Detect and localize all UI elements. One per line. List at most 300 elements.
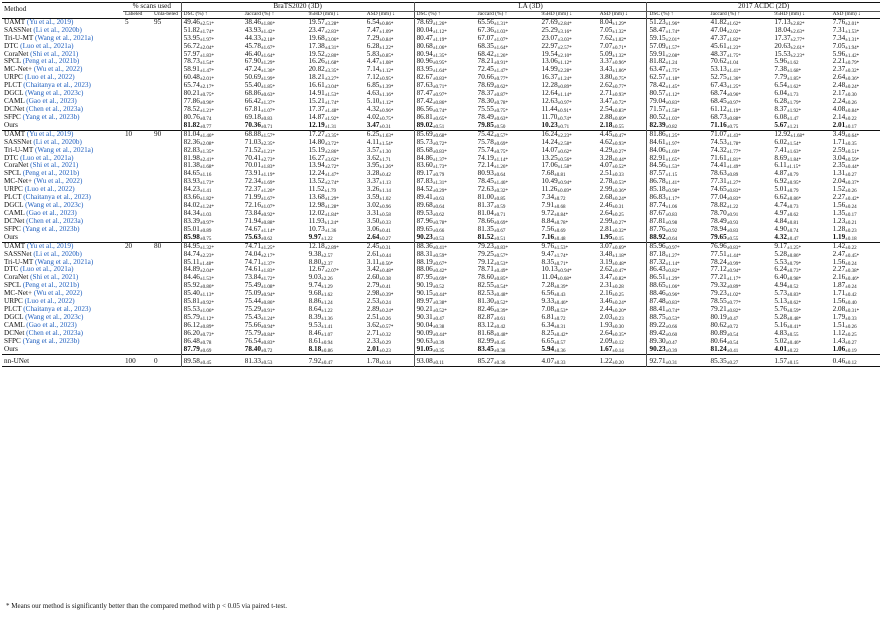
metric-cell: 8.84±0.78*	[541, 216, 569, 226]
metric-cell: 45.61±1.23*	[710, 41, 741, 51]
metric-cell: 27.69±2.84*	[541, 17, 572, 27]
metric-cell: 90.04±0.38	[414, 322, 476, 330]
table-row	[2, 338, 880, 346]
citation-link[interactable]: (Yang et al., 2023b)	[22, 336, 80, 345]
metric-cell: 4.90±0.74	[774, 224, 799, 234]
metric-cell: 53.95±1.97*	[181, 35, 243, 43]
table-row	[2, 210, 880, 218]
metric-cell: 3.95±1.26*	[366, 161, 394, 171]
citation-link[interactable]: (Li et al., 2020b)	[33, 137, 82, 146]
citation-link[interactable]: (Yu et al., 2019)	[26, 241, 74, 250]
citation-link[interactable]: (Wu et al., 2022)	[33, 177, 83, 186]
metric-cell: 75.29±0.91*	[244, 305, 275, 315]
metric-cell: 5.94±0.36	[541, 344, 566, 354]
method-cell: CoraNet (Shi et al., 2021)	[4, 273, 79, 282]
metric-cell: 61.12±1.19*	[710, 105, 741, 114]
metric-cell: 2.48±0.24*	[832, 81, 860, 91]
metric-cell: 68.45±0.97*	[710, 97, 741, 107]
metric-cell: 17.37±1.48*	[308, 105, 339, 114]
metric-cell: 6.56±0.43	[541, 289, 566, 299]
metric-cell: 86.20±0.73*	[181, 330, 243, 338]
metric-cell: 89.53±0.62	[414, 210, 476, 218]
metric-cell: 81.30±0.52*	[477, 297, 508, 307]
metric-cell: 5.28±0.48*	[774, 312, 801, 322]
metric-cell: 3.59±1.02	[366, 193, 391, 203]
metric-cell: 70.41±2.73*	[244, 153, 275, 163]
metric-header: DSC (%) ↑	[181, 11, 243, 18]
citation-link[interactable]: (Peng et al., 2021b)	[22, 169, 80, 178]
metric-cell: 3.02±0.96	[366, 201, 391, 211]
metric-cell: 3.19±0.48*	[599, 257, 627, 267]
method-cell: DCNet (Chen et al., 2023a)	[4, 216, 84, 225]
metric-cell: 82.83±1.35*	[181, 147, 243, 155]
metric-cell: 85.81±0.92*	[181, 298, 243, 306]
metric-cell: 6.54±0.86*	[366, 17, 394, 27]
table-row	[2, 242, 880, 250]
metric-cell: 9.03±2.26	[308, 273, 333, 283]
metric-cell: 5.83±0.85*	[366, 49, 394, 59]
metric-cell: 83.12±0.42	[477, 320, 506, 330]
metric-cell: 67.43±1.25*	[710, 81, 741, 91]
metric-cell: 19.68±3.06*	[308, 33, 339, 43]
labeled-cell	[123, 274, 152, 282]
metric-cell: 73.84±1.72*	[244, 273, 275, 283]
unlabeled-cell	[152, 122, 181, 130]
metric-cell: 72.16±1.07*	[244, 201, 275, 211]
metric-cell: 83.45±0.38	[477, 344, 506, 354]
metric-cell: 2.37±0.32*	[832, 65, 860, 75]
metric-cell: 87.63±0.71*	[414, 82, 476, 90]
table-row	[2, 298, 880, 306]
metric-cell: 87.83±1.31*	[414, 178, 476, 186]
metric-cell: 7.79±1.85*	[774, 73, 801, 83]
method-cell: SASSNet (Li et al., 2020b)	[4, 249, 82, 258]
metric-cell: 9.76±1.53*	[541, 241, 569, 251]
table-row	[2, 90, 880, 98]
method-cell: SASSNet (Li et al., 2020b)	[4, 25, 82, 34]
citation-link[interactable]: (Chaitanya et al., 2023)	[23, 193, 91, 202]
table-row	[2, 58, 880, 66]
metric-cell: 8.46±1.07	[308, 328, 333, 338]
metric-cell: 86.12±0.89*	[181, 322, 243, 330]
citation-link[interactable]: (Wang et al., 2023c)	[25, 89, 84, 98]
method-cell: DTC (Luo et al., 2021a)	[4, 265, 74, 274]
labeled-cell	[123, 282, 152, 290]
metric-cell: 58.91±1.47*	[181, 66, 243, 74]
metric-cell: 74.32±1.77*	[710, 145, 741, 155]
labeled-cell	[123, 170, 152, 178]
results-body	[2, 18, 880, 366]
metric-cell: 6.11±1.15*	[774, 161, 801, 171]
metric-cell: 2.98±0.39*	[366, 289, 394, 299]
metric-cell: 44.33±2.18*	[244, 33, 275, 43]
metric-cell: 43.93±1.42*	[244, 25, 275, 35]
metric-cell: 81.37±0.59	[477, 201, 506, 211]
unlabeled-cell	[152, 98, 181, 106]
table-row	[2, 346, 880, 354]
method-cell: PLCT (Chaitanya et al., 2023)	[4, 81, 91, 90]
metric-cell: 9.33±0.46*	[541, 297, 569, 307]
citation-link[interactable]: (Shi et al., 2021)	[30, 161, 79, 170]
metric-cell: 80.68±1.06*	[414, 43, 476, 51]
table-row	[2, 43, 880, 51]
table-row	[2, 306, 880, 314]
metric-cell: 3.37±0.96*	[599, 57, 627, 67]
citation-link[interactable]: (Luo et al., 2021a)	[20, 265, 74, 274]
metric-cell: 90.09±0.44*	[414, 330, 476, 338]
citation-link[interactable]: (Yang et al., 2023b)	[22, 224, 80, 233]
metric-cell: 83.39±0.97*	[181, 218, 243, 226]
citation-link[interactable]: (Shi et al., 2021)	[30, 273, 79, 282]
metric-header: 95HD (mm) ↓	[774, 10, 805, 17]
metric-cell: 8.18±0.86	[308, 344, 333, 354]
citation-link[interactable]: (Gao et al., 2023)	[26, 97, 77, 106]
metric-cell: 14.80±3.72*	[308, 137, 339, 147]
citation-link[interactable]: (Peng et al., 2021b)	[22, 57, 80, 66]
scans-used-header: % scans used	[123, 3, 181, 12]
citation-link[interactable]: (Yu et al., 2019)	[26, 17, 74, 26]
metric-cell: 82.36±2.08*	[181, 139, 243, 147]
unlabeled-cell	[152, 58, 181, 66]
metric-cell: 3.47±0.82*	[599, 273, 627, 283]
metric-cell: 83.66±1.82*	[181, 194, 243, 202]
metric-cell: 0.46±0.12	[832, 356, 857, 366]
metric-cell: 80.89±0.54	[710, 328, 739, 338]
citation-link[interactable]: (Luo et al., 2021a)	[20, 153, 74, 162]
metric-cell: 8.86±1.24	[308, 297, 333, 307]
citation-link[interactable]: (Chen et al., 2023a)	[26, 328, 84, 337]
metric-cell: 2.18±0.55	[599, 120, 624, 130]
metric-cell: 57.09±1.57*	[647, 43, 709, 51]
unlabeled-cell	[152, 251, 181, 259]
metric-cell: 53.13±1.41*	[710, 65, 741, 75]
metric-cell: 80.76±0.74	[181, 114, 243, 122]
method-cell: DCNet (Chen et al., 2023a)	[4, 105, 84, 113]
metric-header: 95HD (mm) ↓	[541, 10, 573, 17]
metric-cell: 6.81±0.72	[541, 312, 566, 322]
metric-cell: 4.07±0.33	[541, 356, 566, 366]
labeled-cell	[123, 43, 152, 51]
metric-cell: 84.56±1.53*	[647, 162, 709, 170]
table-row	[2, 147, 880, 155]
table-row	[2, 170, 880, 178]
metric-cell: 3.06±0.41	[366, 224, 391, 234]
method-cell: CoraNet (Shi et al., 2021)	[4, 161, 79, 170]
metric-cell: 3.07±0.69*	[599, 241, 627, 251]
table-row	[2, 194, 880, 202]
table-row	[2, 18, 880, 26]
metric-cell: 88.46±0.96*	[647, 290, 709, 298]
metric-cell: 82.55±0.54*	[477, 281, 508, 291]
metric-cell: 80.52±1.03*	[647, 114, 709, 122]
metric-cell: 2.35±0.44*	[832, 161, 860, 171]
citation-link[interactable]: (Yang et al., 2023b)	[22, 112, 80, 121]
unlabeled-cell	[152, 314, 181, 322]
unlabeled-cell	[152, 66, 181, 74]
metric-cell: 85.73±0.72*	[414, 139, 476, 147]
metric-cell: 3.48±1.18*	[599, 249, 627, 259]
metric-cell: 2.44±0.20*	[599, 305, 627, 315]
labeled-cell	[123, 259, 152, 267]
metric-cell: 63.47±1.75*	[647, 66, 709, 74]
labeled-cell	[123, 98, 152, 106]
metric-cell: 68.73±0.88*	[710, 112, 741, 122]
method-cell: PLCT (Chaitanya et al., 2023)	[4, 305, 91, 314]
metric-cell: 85.01±0.89	[181, 226, 243, 234]
metric-cell: 78.42±1.45*	[647, 82, 709, 90]
metric-cell: 14.91±1.53*	[308, 89, 339, 99]
metric-cell: 10.49±0.94*	[541, 177, 572, 187]
method-cell: SFPC (Yang et al., 2023b)	[4, 336, 80, 345]
metric-cell: 7.56±0.69	[541, 224, 566, 234]
citation-link[interactable]: (Chen et al., 2023a)	[26, 105, 84, 113]
citation-link[interactable]: (Wang et al., 2021a)	[34, 145, 94, 154]
metric-cell: 13.94±2.72*	[308, 161, 339, 171]
unlabeled-cell	[152, 114, 181, 122]
labeled-cell: 10	[124, 129, 133, 138]
metric-cell: 2.59±0.51*	[832, 145, 860, 155]
metric-cell: 3.47±0.72*	[599, 97, 627, 107]
unlabeled-cell	[152, 322, 181, 330]
metric-cell: 12.67±2.07*	[308, 265, 339, 275]
metric-cell: 1.06±0.19	[832, 344, 857, 354]
metric-cell: 65.56±1.31*	[477, 17, 508, 27]
metric-cell: 3.62±1.71	[366, 153, 391, 163]
metric-cell: 23.47±2.83*	[308, 25, 339, 35]
metric-cell: 74.04±2.17*	[244, 249, 275, 259]
metric-cell: 52.75±1.36*	[710, 73, 741, 83]
metric-cell: 12.19±1.31	[308, 120, 337, 130]
metric-cell: 72.63±0.32*	[477, 185, 508, 195]
metric-cell: 5.09±1.32*	[599, 49, 627, 59]
metric-cell: 81.86±1.25*	[647, 130, 709, 138]
metric-cell: 10.73±1.36	[308, 224, 337, 234]
metric-cell: 5.01±0.79	[774, 185, 799, 195]
table-row	[2, 66, 880, 74]
metric-cell: 25.29±3.16*	[541, 25, 572, 35]
metric-cell: 16.37±1.24*	[541, 73, 572, 83]
metric-cell: 2.62±0.77*	[599, 81, 627, 91]
metric-cell: 4.84±0.81	[774, 216, 799, 226]
citation-link[interactable]: (Li et al., 2020b)	[33, 249, 82, 258]
metric-cell: 6.40±0.98*	[774, 273, 801, 283]
citation-link[interactable]: (Wu et al., 2022)	[33, 65, 83, 74]
metric-cell: 2.46±0.31	[599, 201, 624, 211]
metric-cell: 85.96±0.97*	[647, 242, 709, 250]
metric-cell: 81.82±0.77	[181, 122, 243, 130]
metric-cell: 78.82±1.22	[710, 201, 739, 211]
metric-cell: 84.23±1.41	[181, 186, 243, 194]
metric-cell: 46.40±1.64*	[244, 49, 275, 59]
metric-cell: 67.07±1.07*	[477, 33, 508, 43]
metric-cell: 12.18±2.89*	[308, 241, 339, 251]
metric-cell: 5.13±0.62*	[774, 297, 801, 307]
dataset-header-la: LA (3D)	[414, 3, 647, 12]
table-row	[2, 114, 880, 122]
metric-cell: 86.48±0.78	[181, 338, 243, 346]
metric-cell: 90.23±0.39	[647, 346, 709, 354]
metric-header: ASD (mm) ↓	[832, 10, 861, 17]
unlabeled-cell	[152, 147, 181, 155]
metric-cell: 7.31±1.53*	[832, 25, 860, 35]
labeled-cell	[123, 234, 152, 242]
metric-cell: 8.35±0.71*	[541, 257, 569, 267]
method-cell: SASSNet (Li et al., 2020b)	[4, 137, 82, 146]
metric-cell: 74.41±1.49*	[710, 161, 741, 171]
metric-cell: 72.37±1.26*	[244, 185, 275, 195]
metric-cell: 2.17±0.30	[832, 89, 857, 99]
metric-cell: 58.47±1.74*	[647, 27, 709, 35]
results-table	[2, 2, 880, 367]
metric-cell: 4.94±0.52	[774, 281, 799, 291]
citation-link[interactable]: (Yu et al., 2019)	[26, 129, 74, 138]
method-cell: SFPC (Yang et al., 2023b)	[4, 224, 80, 233]
metric-cell: 6.65±0.57	[541, 336, 566, 346]
metric-cell: 15.53±2.23*	[774, 49, 805, 59]
metric-cell: 12.02±1.84*	[308, 208, 339, 218]
metric-cell: 90.23±0.53	[414, 234, 476, 242]
metric-cell: 85.92±0.86*	[181, 282, 243, 290]
metric-cell: 1.23±0.21	[832, 216, 857, 226]
metric-cell: 2.88±0.69*	[599, 112, 627, 122]
metric-cell: 7.29±0.84*	[366, 33, 394, 43]
metric-cell: 78.45±1.46*	[477, 177, 508, 187]
labeled-cell	[123, 155, 152, 163]
metric-cell: 88.92±0.64	[647, 234, 709, 242]
metric-cell: 47.37±1.82*	[710, 33, 741, 43]
metric-cell: 81.82±1.24	[647, 58, 709, 66]
metric-cell: 3.50±0.33	[366, 216, 391, 226]
metric-cell: 7.91±0.68	[541, 201, 566, 211]
metric-cell: 77.12±0.94*	[710, 265, 741, 275]
citation-link[interactable]: (Gao et al., 2023)	[26, 320, 77, 329]
metric-cell: 23.07±3.03*	[541, 33, 572, 43]
metric-cell: 2.27±0.42*	[832, 193, 860, 203]
method-cell: DGCL (Wang et al., 2023c)	[4, 312, 84, 321]
method-cell: CoraNet (Shi et al., 2021)	[4, 49, 79, 58]
citation-link[interactable]: (Luo et al., 2022)	[24, 185, 75, 194]
citation-link[interactable]: (Luo et al., 2022)	[24, 297, 75, 306]
method-cell: URPC (Luo et al., 2022)	[4, 73, 75, 82]
unlabeled-cell	[152, 186, 181, 194]
metric-cell: 68.86±0.63*	[244, 89, 275, 99]
metric-cell: 6.02±1.54*	[774, 137, 801, 147]
metric-cell: 77.04±0.83*	[710, 193, 741, 203]
metric-cell: 88.41±0.74*	[647, 306, 709, 314]
metric-cell: 11.52±1.79	[308, 185, 336, 195]
metric-cell: 78.71±0.49*	[477, 265, 508, 275]
metric-cell: 86.43±0.82*	[647, 266, 709, 274]
metric-cell: 81.00±0.85	[477, 193, 506, 203]
metric-cell: 6.24±0.73*	[774, 265, 801, 275]
metric-cell: 15.21±1.74*	[308, 97, 339, 107]
metric-cell: 87.48±0.83*	[647, 298, 709, 306]
metric-cell: 78.24±0.99*	[710, 257, 741, 267]
citation-link[interactable]: (Wang et al., 2023c)	[25, 312, 84, 321]
table-row	[2, 202, 880, 210]
metric-header: DSC (%) ↑	[647, 11, 709, 18]
citation-link[interactable]: (Wang et al., 2021a)	[34, 33, 94, 42]
citation-link[interactable]: (Luo et al., 2022)	[24, 73, 75, 82]
metric-cell: 7.05±1.32*	[599, 25, 627, 35]
citation-link[interactable]: (Gao et al., 2023)	[26, 208, 77, 217]
citation-link[interactable]: (Li et al., 2020b)	[33, 25, 82, 34]
metric-cell: 74.71±1.25*	[244, 241, 275, 251]
citation-link[interactable]: (Wang et al., 2021a)	[34, 257, 94, 266]
citation-link[interactable]: (Shi et al., 2021)	[30, 49, 79, 58]
metric-cell: 57.97±1.83*	[181, 51, 243, 59]
metric-cell: 2.31±0.28	[599, 281, 624, 291]
metric-cell: 81.33±0.53	[244, 356, 273, 366]
unlabeled-cell	[152, 290, 181, 298]
labeled-cell	[123, 194, 152, 202]
table-row	[2, 234, 880, 242]
metric-cell: 1.57±0.15	[774, 356, 799, 366]
table-row	[2, 282, 880, 290]
citation-link[interactable]: (Wu et al., 2022)	[33, 289, 83, 298]
metric-cell: 71.03±2.35*	[244, 137, 275, 147]
metric-cell: 78.73±1.54*	[181, 58, 243, 66]
citation-link[interactable]: (Wang et al., 2023c)	[25, 201, 84, 210]
metric-cell: 75.55±0.75*	[477, 105, 508, 114]
metric-cell: 3.62±0.57*	[366, 320, 394, 330]
baseline-row	[2, 354, 880, 366]
unlabeled-cell	[152, 27, 181, 35]
metric-cell: 84.02±1.24*	[181, 202, 243, 210]
table-row	[2, 251, 880, 259]
metric-cell: 3.43±1.06*	[599, 65, 627, 75]
table-row	[2, 322, 880, 330]
metric-cell: 79.32±0.89*	[710, 281, 741, 291]
metric-cell: 74.71±1.37*	[244, 257, 275, 267]
metric-cell: 86.78±1.41*	[647, 178, 709, 186]
citation-link[interactable]: (Peng et al., 2021b)	[22, 281, 80, 290]
metric-cell: 77.21±1.17*	[710, 273, 741, 283]
metric-cell: 6.08±1.47	[774, 112, 799, 122]
metric-cell: 85.11±1.48*	[181, 259, 243, 267]
citation-link[interactable]: (Chaitanya et al., 2023)	[23, 81, 91, 90]
table-row	[2, 139, 880, 147]
metric-cell: 3.42±0.48*	[366, 265, 394, 275]
metric-cell: 11.93±1.24*	[308, 216, 339, 226]
metric-cell: 41.82±1.62*	[710, 17, 741, 27]
metric-cell: 71.94±0.88*	[244, 216, 275, 226]
metric-cell: 4.63±1.16*	[366, 89, 394, 99]
metric-cell: 72.34±1.69*	[244, 177, 275, 187]
metric-cell: 89.68±0.64	[414, 202, 476, 210]
metric-cell: 70.66±0.77*	[477, 73, 508, 83]
metric-cell: 75.79±0.84*	[244, 328, 275, 338]
citation-link[interactable]: (Luo et al., 2021a)	[20, 41, 74, 50]
metric-cell: 83.95±1.64*	[414, 66, 476, 74]
method-cell: Ours	[4, 232, 18, 241]
metric-cell: 2.68±0.24*	[599, 193, 627, 203]
method-cell: MC-Net+ (Wu et al., 2022)	[4, 177, 83, 186]
metric-cell: 1.71±0.35	[832, 137, 857, 147]
metric-cell: 78.30±0.78*	[477, 97, 508, 107]
citation-link[interactable]: (Chen et al., 2023a)	[26, 216, 84, 225]
citation-link[interactable]: (Chaitanya et al., 2023)	[23, 305, 91, 314]
metric-cell: 1.56±0.24	[832, 257, 857, 267]
metric-cell: 78.70±0.91	[710, 208, 739, 218]
table-row	[2, 98, 880, 106]
method-cell: SPCL (Peng et al., 2021b)	[4, 281, 80, 290]
unlabeled-cell	[152, 218, 181, 226]
metric-cell: 85.68±0.83*	[414, 147, 476, 155]
metric-cell: 2.64±0.25	[599, 208, 624, 218]
metric-cell: 4.32±0.47	[774, 232, 799, 242]
unlabeled-cell	[152, 43, 181, 51]
